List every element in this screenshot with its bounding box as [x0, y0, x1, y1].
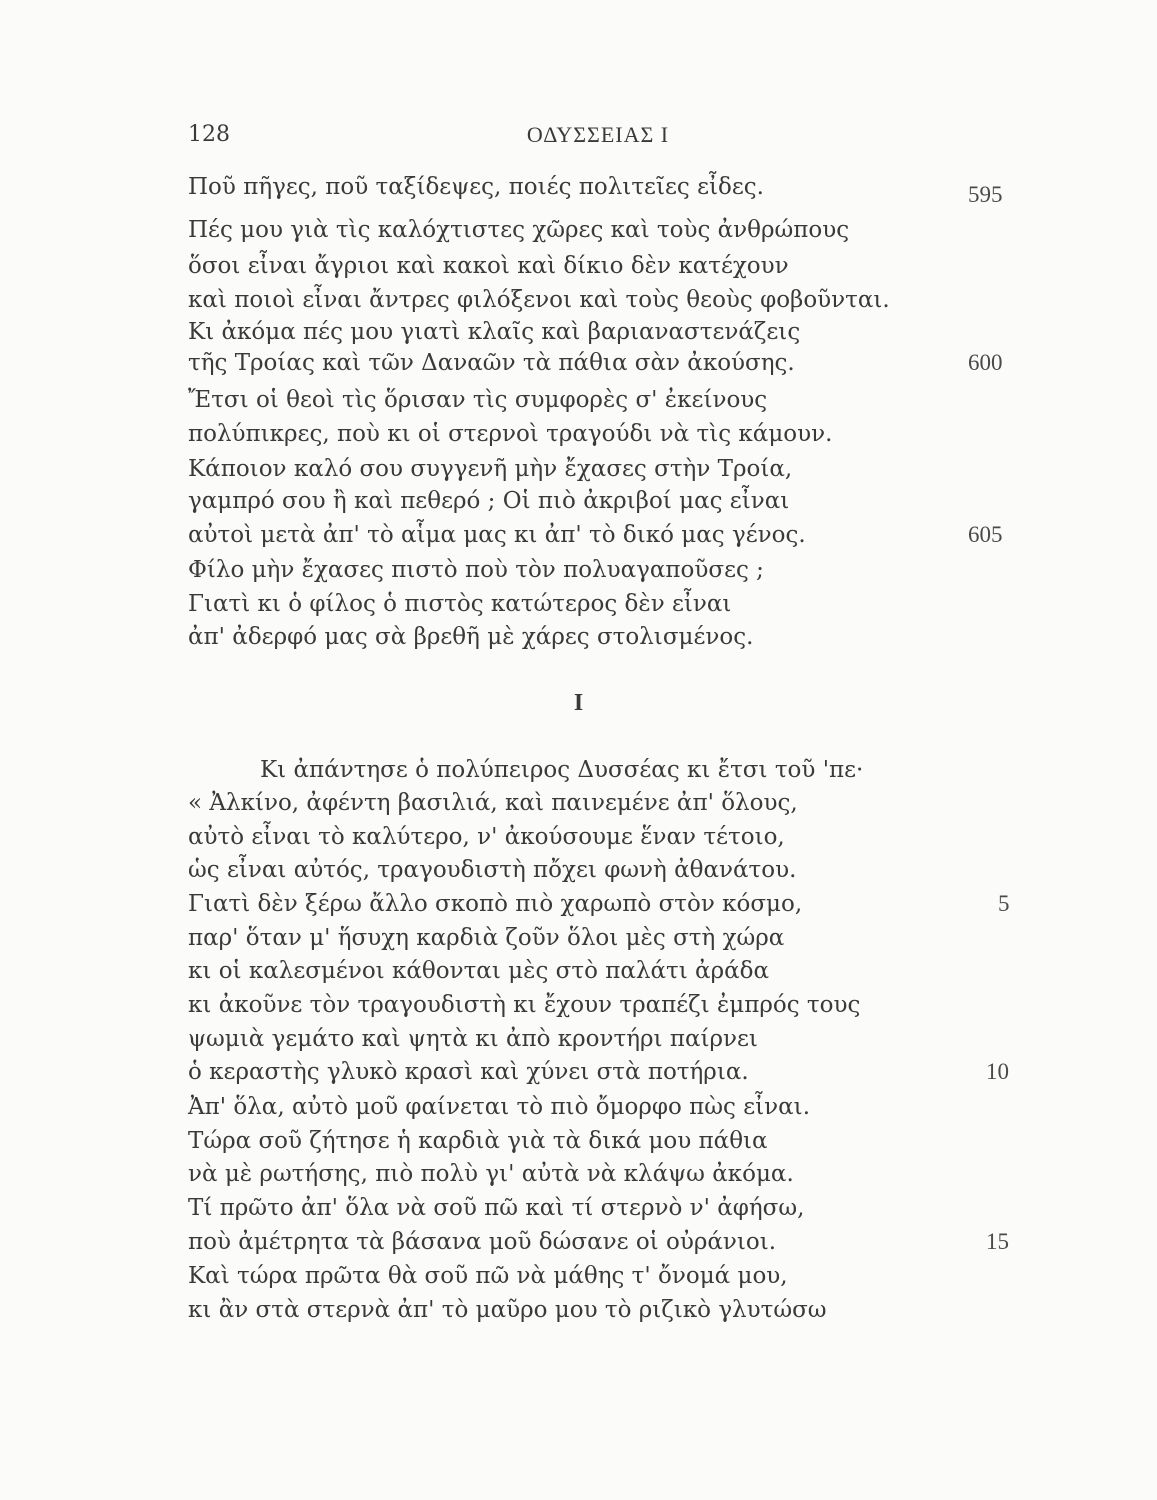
verse-line: Καὶ τώρα πρῶτα θὰ σοῦ πῶ νὰ μάθης τ' ὄνομά μου,	[188, 1263, 788, 1289]
verse-line: ἀπ' ἀδερφό μας σὰ βρεθῆ μὲ χάρες στολισμένος.	[188, 624, 754, 650]
verse-line: ψωμιὰ γεμάτο καὶ ψητὰ κι ἀπὸ κροντήρι παίρνει	[188, 1026, 758, 1052]
line-number: 600	[968, 350, 1003, 375]
verse-line: « Ἀλκίνο, ἀφέντη βασιλιά, καὶ παινεμένε ἀπ' ὅλους,	[188, 790, 798, 816]
verse-line: ποὺ ἀμέτρητα τὰ βάσανα μοῦ δώσανε οἱ οὐράνιοι.	[188, 1229, 777, 1255]
page-number: 128	[188, 122, 230, 147]
verse-line: Κι ἀκόμα πές μου γιατὶ κλαῖς καὶ βαριαναστενάζεις	[188, 319, 801, 345]
line-number: 5	[998, 891, 1010, 916]
verse-line: κι ἂν στὰ στερνὰ ἀπ' τὸ μαῦρο μου τὸ ριζικὸ γλυτώσω	[188, 1297, 827, 1323]
line-number: 595	[968, 182, 1003, 207]
verse-line: Φίλο μὴν ἔχασες πιστὸ ποὺ τὸν πολυαγαποῦσες ;	[188, 557, 764, 583]
running-title: ΟΔΥΣΣΕΙΑΣ Ι	[526, 122, 670, 147]
verse-line: Κάποιον καλό σου συγγενῆ μὴν ἔχασες στὴν Τροία,	[188, 456, 793, 482]
line-number: 15	[986, 1229, 1009, 1254]
verse-line: τῆς Τροίας καὶ τῶν Δαναῶν τὰ πάθια σὰν ἀκούσης.	[188, 350, 795, 376]
line-number: 605	[968, 522, 1003, 547]
verse-line: ὁ κεραστὴς γλυκὸ κρασὶ καὶ χύνει στὰ ποτήρια.	[188, 1059, 749, 1085]
verse-line: Κι ἀπάντησε ὁ πολύπειρος Δυσσέας κι ἔτσι τοῦ 'πε·	[260, 757, 864, 783]
verse-line: νὰ μὲ ρωτήσης, πιὸ πολὺ γι' αὐτὰ νὰ κλάψω ἀκόμα.	[188, 1161, 794, 1187]
verse-line: Τώρα σοῦ ζήτησε ἡ καρδιὰ γιὰ τὰ δικά μου πάθια	[188, 1128, 768, 1154]
verse-line: Ἔτσι οἱ θεοὶ τὶς ὅρισαν τὶς συμφορὲς σ' ἐκείνους	[188, 387, 768, 413]
verse-line: Γιατὶ κι ὁ φίλος ὁ πιστὸς κατώτερος δὲν εἶναι	[188, 591, 732, 617]
verse-line: ὅσοι εἶναι ἄγριοι καὶ κακοὶ καὶ δίκιο δὲν κατέχουν	[188, 253, 789, 279]
verse-line: Γιατὶ δὲν ξέρω ἄλλο σκοπὸ πιὸ χαρωπὸ στὸν κόσμο,	[188, 891, 803, 917]
verse-line: Πές μου γιὰ τὶς καλόχτιστες χῶρες καὶ τοὺς ἀνθρώπους	[188, 217, 850, 243]
verse-line: καὶ ποιοὶ εἶναι ἄντρες φιλόξενοι καὶ τοὺς θεοὺς φοβοῦνται.	[188, 287, 890, 313]
verse-line: γαμπρό σου ἢ καὶ πεθερό ; Οἱ πιὸ ἀκριβοί μας εἶναι	[188, 488, 790, 514]
verse-line: κι ἀκοῦνε τὸν τραγουδιστὴ κι ἔχουν τραπέζι ἐμπρός τους	[188, 992, 861, 1018]
verse-line: πολύπικρες, ποὺ κι οἱ στερνοὶ τραγούδι νὰ τὶς κάμουν.	[188, 421, 833, 447]
verse-line: αὐτοὶ μετὰ ἀπ' τὸ αἷμα μας κι ἀπ' τὸ δικό μας γένος.	[188, 522, 806, 548]
verse-line: παρ' ὅταν μ' ἥσυχη καρδιὰ ζοῦν ὅλοι μὲς στὴ χώρα	[188, 925, 785, 951]
verse-line: ὡς εἶναι αὐτός, τραγουδιστὴ πὄχει φωνὴ ἀθανάτου.	[188, 857, 797, 883]
verse-line: αὐτὸ εἶναι τὸ καλύτερο, ν' ἀκούσουμε ἕναν τέτοιο,	[188, 824, 785, 850]
verse-line: Τί πρῶτο ἀπ' ὅλα νὰ σοῦ πῶ καὶ τί στερνὸ ν' ἀφήσω,	[188, 1195, 805, 1221]
verse-line: Ἀπ' ὅλα, αὐτὸ μοῦ φαίνεται τὸ πιὸ ὄμορφο πὼς εἶναι.	[188, 1094, 810, 1120]
verse-line: Ποῦ πῆγες, ποῦ ταξίδεψες, ποιές πολιτεῖες εἶδες.	[188, 174, 764, 200]
page-header	[188, 122, 1008, 152]
book-heading: I	[573, 690, 584, 716]
line-number: 10	[986, 1059, 1009, 1084]
verse-line: κι οἱ καλεσμένοι κάθονται μὲς στὸ παλάτι ἀράδα	[188, 958, 770, 984]
